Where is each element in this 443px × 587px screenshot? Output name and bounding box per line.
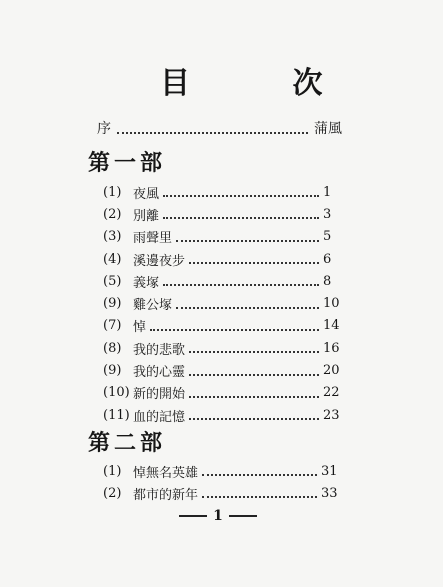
entry-number: (10) (103, 385, 130, 401)
entry-title: 都市的新年 (133, 487, 199, 503)
entry-page: 31 (321, 463, 338, 479)
entry-number: (2) (103, 485, 122, 501)
part-one-entries (103, 181, 343, 426)
part-one-heading: 第一部 (88, 150, 167, 176)
preface-author: 蒲風 (314, 121, 342, 137)
dot-leader (202, 466, 317, 476)
entry-title: 義塚 (133, 275, 160, 291)
entry-title: 溪邊夜步 (133, 253, 186, 269)
entry-title: 悼 (133, 320, 147, 336)
dot-leader (189, 343, 319, 353)
entry-page: 33 (321, 485, 338, 501)
entry-page: 16 (323, 340, 340, 356)
preface-label: 序 (97, 121, 111, 137)
entry-title: 血的記憶 (133, 409, 186, 425)
toc-entry (103, 292, 343, 314)
dot-leader (176, 232, 319, 242)
entry-page: 20 (323, 363, 340, 379)
entry-page: 10 (323, 296, 340, 312)
dot-leader (163, 187, 319, 197)
entry-page: 22 (323, 385, 340, 401)
toc-entry (103, 203, 343, 225)
entry-number: (9) (103, 296, 122, 312)
entry-number: (5) (103, 273, 122, 289)
part-two-entries (103, 460, 343, 505)
toc-entry (103, 226, 343, 248)
dot-leader (189, 254, 319, 264)
entry-title: 我的悲歌 (133, 342, 186, 358)
toc-entry (103, 482, 343, 504)
entry-page: 3 (323, 206, 332, 222)
page-title: 目 次 (160, 66, 369, 101)
entry-title: 夜風 (133, 186, 160, 202)
entry-number: (9) (103, 363, 122, 379)
page-number: 1 (213, 508, 223, 524)
dot-leader (176, 299, 319, 309)
page-footer (173, 508, 263, 524)
dot-leader (117, 122, 308, 134)
dot-leader (189, 388, 319, 398)
entry-number: (11) (103, 407, 130, 423)
toc-entry (103, 404, 343, 426)
entry-number: (3) (103, 229, 122, 245)
dot-leader (189, 410, 319, 420)
toc-entry (103, 315, 343, 337)
entry-page: 8 (323, 273, 332, 289)
entry-page: 14 (323, 318, 340, 334)
dot-leader (163, 209, 319, 219)
dot-leader (150, 321, 319, 331)
entry-title: 雞公塚 (133, 298, 173, 314)
toc-entry (103, 248, 343, 270)
entry-page: 5 (323, 229, 332, 245)
entry-title: 悼無名英雄 (133, 465, 199, 481)
toc-entry (103, 270, 343, 292)
footer-rule-right (229, 515, 257, 517)
toc-entry (103, 181, 343, 203)
toc-entry (103, 382, 343, 404)
part-two-heading: 第二部 (88, 430, 167, 456)
entry-page: 1 (323, 184, 332, 200)
dot-leader (163, 276, 319, 286)
entry-number: (4) (103, 251, 122, 267)
dot-leader (202, 488, 317, 498)
toc-entry (103, 460, 343, 482)
entry-title: 別離 (133, 208, 160, 224)
entry-number: (1) (103, 463, 122, 479)
entry-title: 雨聲里 (133, 231, 173, 247)
entry-title: 新的開始 (133, 387, 186, 403)
entry-page: 23 (323, 407, 340, 423)
preface-entry (97, 118, 342, 138)
entry-title: 我的心靈 (133, 365, 186, 381)
entry-page: 6 (323, 251, 332, 267)
footer-rule-left (179, 515, 207, 517)
toc-entry (103, 359, 343, 381)
entry-number: (1) (103, 184, 122, 200)
entry-number: (2) (103, 206, 122, 222)
dot-leader (189, 366, 319, 376)
toc-entry (103, 337, 343, 359)
entry-number: (8) (103, 340, 122, 356)
entry-number: (7) (103, 318, 122, 334)
